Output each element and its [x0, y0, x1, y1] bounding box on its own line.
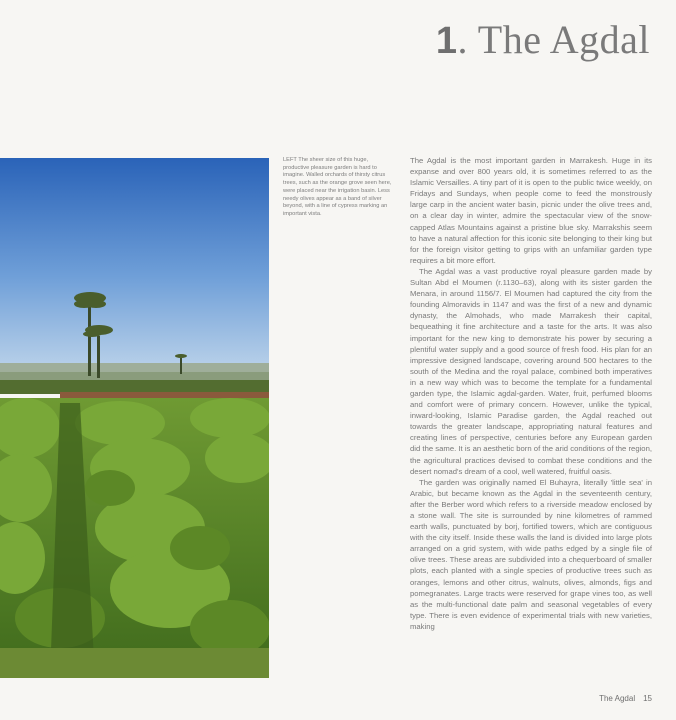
photo-caption: LEFT The sheer size of this huge, productive pleasure garden is hard to imagine. Walled orchards of thirsty citrus trees, such as the orange grove seen here, were placed near the irrigation basin. Less needy olives appear as a band of silver beyond, with a line of cypress marking an important vista.: [283, 157, 392, 217]
page-footer: [599, 694, 652, 703]
body-paragraph: The Agdal is the most important garden in Marrakesh. Huge in its expanse and over 800 years old, it is sometimes referred to as the Islamic Versailles. A tiny part of it is open to the public twice weekly, on Fridays and Sundays, when people come to feed the monstrously large carp in the ancient water basin, picnic under the olive trees and, on a clear day in winter, admire the spectacular view of the snow-capped Atlas Mountains against a pristine blue sky. Marrakshis seem to have a natural affection for this iconic site belonging to their king but for the foreign visitor getting to grips with an unfamiliar garden type requires a bit more effort.: [410, 156, 652, 265]
page-number: 15: [643, 694, 652, 703]
chapter-title: [436, 14, 650, 67]
body-paragraph: The garden was originally named El Buhayra, literally 'little sea' in Arabic, but became known as the Agdal in the seventeenth century, after the Berber word which refers to a riverside meadow enclosed by a stone wall. The site is surrounded by nine kilometres of rammed earth walls, punctuated by borj, fortified towers, which are contiguous with the city itself. Inside these walls the land is divided into large plots arranged on a grid system, with wide paths edged by a single file of olive trees. These areas are subdivided into a chequerboard of smaller plots, each planted with a single species of productive trees such as oranges, lemons and other citrus, walnuts, olives, almonds, figs and pomegranates. Large tracts were reserved for grape vines too, as well as the multi-functional date palm and seasonal vegetables of every type. There is even evidence of experimental trials with new varieties, making: [410, 477, 652, 631]
garden-photo: [0, 158, 269, 678]
chapter-title-text: . The Agdal: [457, 17, 650, 62]
body-text: [410, 155, 652, 687]
body-paragraph: The Agdal was a vast productive royal pleasure garden made by Sultan Abd el Moumen (r.1130–63), along with its sister garden the Menara, in around 1156/7. El Moumen had captured the city from the founding Almoravids in 1147 and was the first of a new and dynamic dynasty, the Almohads, who made Marrakesh their capital, bequeathing it fine architecture and a taste for the arts. It was also important for the new king to demonstrate his power by securing a plentiful water supply and a good source of fresh food. His plan for an impressive designed landscape, covering around 500 hectares to the south of the Medina and the royal palace, combined both imperatives in a new way which was to become the template for a fundamental garden type, the Islamic agdal-garden. Water, fruit, perfumed blooms and comfort were of primary concern. However, unlike the typical, inward-looking, Islamic Paradise garden, the Agdal reached out towards the greater landscape, appropriating natural features and creating lines of perspective, centuries before any European garden did the same. It is an aesthetic born of the arid conditions of the region, the agricultural practices devised to combat these conditions and the desert nomad's dream of a cool, well watered, fruitful oasis.: [410, 266, 652, 476]
running-head: The Agdal: [599, 694, 636, 703]
chapter-number: 1: [435, 20, 458, 62]
